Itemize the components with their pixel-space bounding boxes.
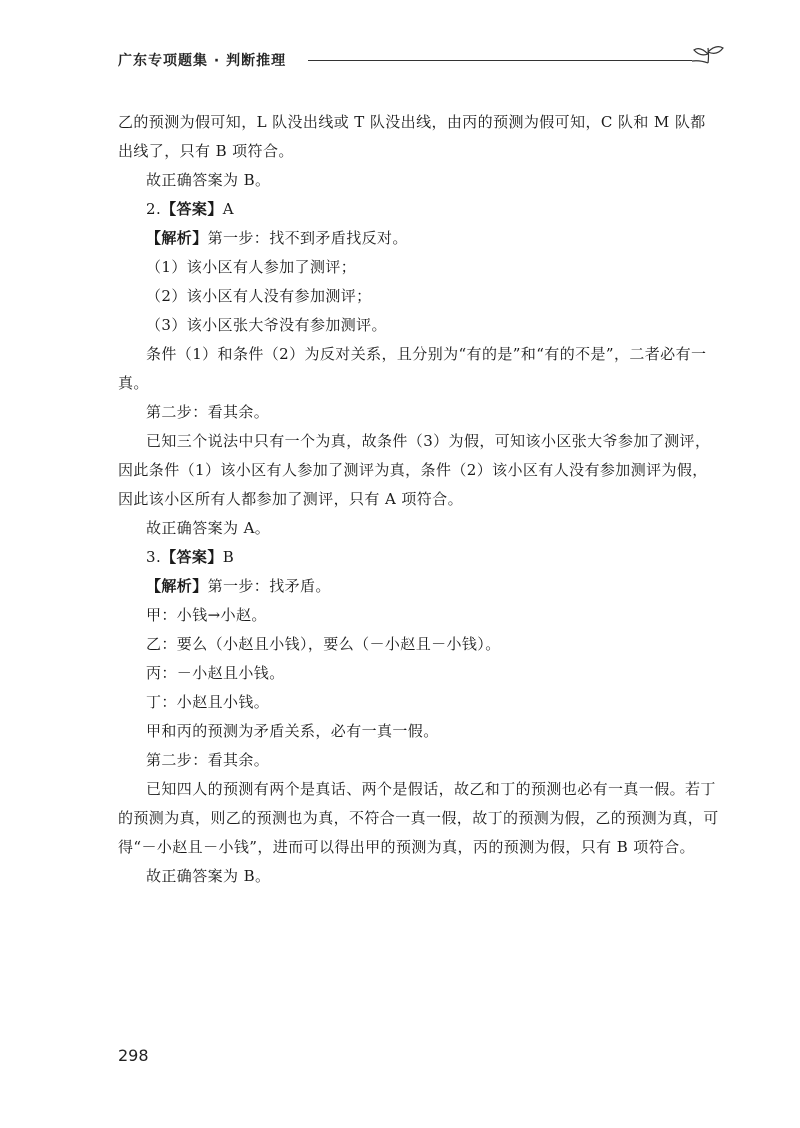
sprout-icon	[690, 44, 726, 72]
q3-step2: 第二步：看其余。	[146, 751, 270, 769]
running-header	[118, 44, 724, 74]
q2-statement-2: （2）该小区有人没有参加测评；	[146, 287, 372, 305]
q3-conclusion: 故正确答案为 B。	[146, 867, 271, 885]
q3-yi: 乙：要么（小赵且小钱），要么（－小赵且－小钱）。	[146, 635, 501, 653]
q2-statement-1: （1）该小区有人参加了测评；	[146, 258, 357, 276]
q2-step1: 第一步：找不到矛盾找反对。	[207, 229, 408, 247]
q3-analysis-tag: 【解析】	[146, 577, 208, 595]
paragraph: 乙的预测为假可知，L 队没出线或 T 队没出线，由丙的预测为假可知，C 队和 M 队都出线了，只有 B 项符合。	[118, 113, 706, 160]
q2-analysis-tag: 【解析】	[146, 229, 208, 247]
header-rule	[308, 60, 692, 61]
q2-answer-tag: 【答案】	[161, 200, 223, 218]
q3-jia: 甲：小钱→小赵。	[146, 606, 267, 624]
conclusion: 故正确答案为 B。	[146, 171, 271, 189]
page-number: 298	[118, 1046, 149, 1065]
q3-number: 3.	[146, 548, 162, 566]
q3-paragraph-2: 已知四人的预测有两个是真话、两个是假话，故乙和丁的预测也必有一真一假。若丁的预测为真，则乙的预测也为真，不符合一真一假，故丁的预测为假，乙的预测为真，可得“－小赵且－小钱”，进而可以得出甲的预测为真，丙的预测为假，只有 B 项符合。	[118, 780, 719, 856]
q2-number: 2.	[146, 200, 162, 218]
q3-answer-line	[118, 543, 720, 572]
q3-answer: B	[222, 548, 235, 566]
q3-answer-tag: 【答案】	[161, 548, 223, 566]
q2-step2: 第二步：看其余。	[146, 403, 270, 421]
q2-answer-line	[118, 195, 720, 224]
q2-paragraph-2: 已知三个说法中只有一个为真，故条件（3）为假，可知该小区张大爷参加了测评，因此条件（1）该小区有人参加了测评为真，条件（2）该小区有人没有参加测评为假，因此该小区所有人都参加了测评，只有 A 项符合。	[118, 432, 711, 508]
q2-analysis-line	[118, 224, 720, 253]
q2-answer: A	[222, 200, 234, 218]
page-body	[118, 108, 720, 891]
q2-paragraph-1: 条件（1）和条件（2）为反对关系，且分别为“有的是”和“有的不是”，二者必有一真。	[118, 345, 707, 392]
q2-statement-3: （3）该小区张大爷没有参加测评。	[146, 316, 387, 334]
q3-analysis-line	[118, 572, 720, 601]
q3-ding: 丁：小赵且小钱。	[146, 693, 270, 711]
header-title: 广东专项题集 · 判断推理	[118, 53, 287, 69]
q3-step1: 第一步：找矛盾。	[207, 577, 331, 595]
q3-paragraph-1: 甲和丙的预测为矛盾关系，必有一真一假。	[146, 722, 439, 740]
q3-bing: 丙：－小赵且小钱。	[146, 664, 285, 682]
q2-conclusion: 故正确答案为 A。	[146, 519, 271, 537]
